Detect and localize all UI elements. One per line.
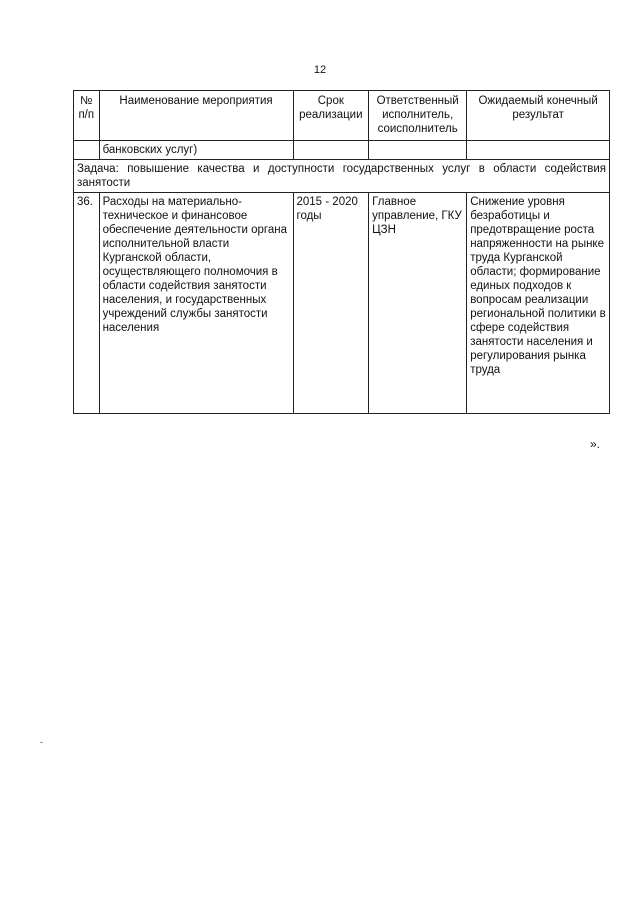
scan-speck xyxy=(40,742,43,743)
cont-name-cell: банковских услуг) xyxy=(99,141,293,160)
row-result-cell: Снижение уровня безработицы и предотвращение роста напряженности на рынке труда Курганской области; формирование единых подходов к вопросам реализации региональной политики в сфере содействия занятости населения и регулирования рынка труда xyxy=(467,193,610,414)
row-term-cell: 2015 - 2020 годы xyxy=(293,193,369,414)
row-name-cell: Расходы на материально-техническое и финансовое обеспечение деятельности органа исполнительной власти Курганской области, осуществляющего полномочия в области содействия занятости населения, и государственных учреждений службы занятости населения xyxy=(99,193,293,414)
row-executor-cell: Главное управление, ГКУ ЦЗН xyxy=(369,193,467,414)
page-number: 12 xyxy=(313,64,327,76)
cont-num-cell xyxy=(74,141,100,160)
closing-quote-mark: ». xyxy=(590,437,601,451)
header-num: № п/п xyxy=(74,91,100,141)
header-name: Наименование мероприятия xyxy=(99,91,293,141)
activities-table xyxy=(73,90,610,414)
cont-term-cell xyxy=(293,141,369,160)
header-term: Срок реализации xyxy=(293,91,369,141)
cont-result-cell xyxy=(467,141,610,160)
task-cell: Задача: повышение качества и доступности государственных услуг в области содействия занятости xyxy=(74,160,610,193)
header-result: Ожидаемый конечный результат xyxy=(467,91,610,141)
header-executor: Ответственный исполнитель, соисполнитель xyxy=(369,91,467,141)
cont-exec-cell xyxy=(369,141,467,160)
row-num-cell: 36. xyxy=(74,193,100,414)
table-row xyxy=(74,193,610,414)
table-row-task xyxy=(74,160,610,193)
table-row-continuation xyxy=(74,141,610,160)
table-header-row xyxy=(74,91,610,141)
